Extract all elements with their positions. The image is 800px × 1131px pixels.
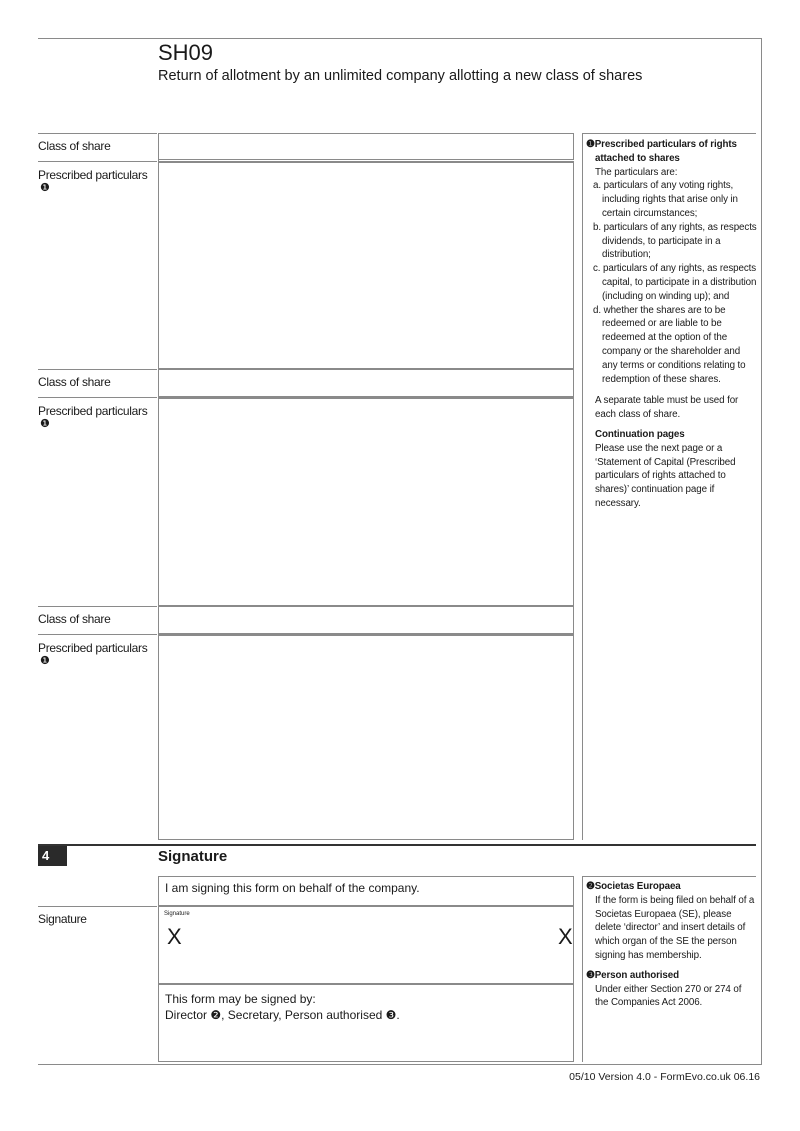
label-rule [38,634,157,635]
prescribed-particulars-label: Prescribed particulars [38,404,148,418]
note-2-title: Societas Europaea [594,881,681,892]
signatory-info-box [158,984,574,1062]
signature-box[interactable] [158,906,574,984]
note-3-marker: ❸ [586,969,595,981]
notes-panel-signature [586,880,756,1010]
class-of-share-label: Class of share [38,375,111,389]
bottom-rule [38,1064,762,1065]
notes-rule [583,133,756,134]
signature-label: Signature [38,912,87,926]
signatory-info-line1: This form may be signed by: [165,992,316,1006]
right-rule [761,38,762,1064]
note-1-marker: ❶ [586,139,595,150]
continuation-text: Please use the next page or a ‘Statement of Capital (Prescribed particulars of rights attached to shares)’ continuation page if necessary. [595,442,736,509]
note-1-item-c: c. particulars of any rights, as respects capital, to participate in a distribution (including on winding up); and [593,263,757,302]
column-divider-right [582,133,583,840]
note-2-text: If the form is being filed on behalf of a Societas Europaea (SE), please delete ‘director’ and insert details of which organ of the SE the person signing has membership. [595,894,755,961]
statement-box [158,876,574,906]
class-of-share-field[interactable] [158,606,574,634]
notes-rule [583,876,756,877]
section-4-rule [38,844,756,846]
sign-here-mark-left: X [167,924,182,949]
signature-box-caption: Signature [164,911,190,917]
notes-panel-rights [586,138,758,511]
footer-version: 05/10 Version 4.0 - FormEvo.co.uk 06.16 [569,1071,760,1083]
prescribed-particulars-label: Prescribed particulars [38,641,148,655]
class-of-share-label: Class of share [38,139,111,153]
label-rule [38,397,157,398]
signatory-info-line2: Director ❷, Secretary, Person authorised ❸. [165,1008,400,1022]
class-of-share-field[interactable] [158,369,574,397]
section-number: 4 [38,846,67,866]
note-1-marker: ❶ [40,182,50,194]
note-2-marker: ❷ [586,881,595,892]
prescribed-particulars-field[interactable] [158,397,574,606]
note-1-marker: ❶ [40,418,50,430]
note-3-text: Under either Section 270 or 274 of the Companies Act 2006. [595,983,742,1009]
note-1-marker: ❶ [40,655,50,667]
label-rule [38,906,157,907]
separate-table-note: A separate table must be used for each class of share. [595,395,739,421]
label-rule [38,133,157,134]
section-title: Signature [158,848,228,865]
label-rule [38,369,157,370]
label-rule [38,161,157,162]
note-1-intro: The particulars are: [595,166,678,178]
class-of-share-label: Class of share [38,612,111,626]
note-1-item-b: b. particulars of any rights, as respects dividends, to participate in a distribution; [593,221,757,261]
statement-text: I am signing this form on behalf of the company. [165,881,420,895]
note-3-title: Person authorised [594,969,680,981]
form-code: SH09 [158,40,214,65]
prescribed-particulars-field[interactable] [158,634,574,840]
label-rule [38,606,157,607]
note-1-item-a: a. particulars of any voting rights, including rights that arise only in certain circumstances; [593,180,738,219]
continuation-title: Continuation pages [595,428,685,440]
column-divider-right [582,876,583,1062]
class-of-share-field[interactable] [158,133,574,160]
top-rule [38,38,762,39]
note-1-title-line1: Prescribed particulars of rights [594,139,737,150]
prescribed-particulars-label: Prescribed particulars [38,168,148,182]
sign-here-mark-right: X [558,924,573,949]
form-title: Return of allotment by an unlimited company allotting a new class of shares [158,68,643,84]
prescribed-particulars-field[interactable] [158,161,574,369]
note-1-title-line2: attached to shares [595,152,680,164]
note-1-item-d: d. whether the shares are to be redeemed or are liable to be redeemed at the option of the company or the shareholder and any terms or conditions relating to redemption of these shares. [593,304,746,385]
